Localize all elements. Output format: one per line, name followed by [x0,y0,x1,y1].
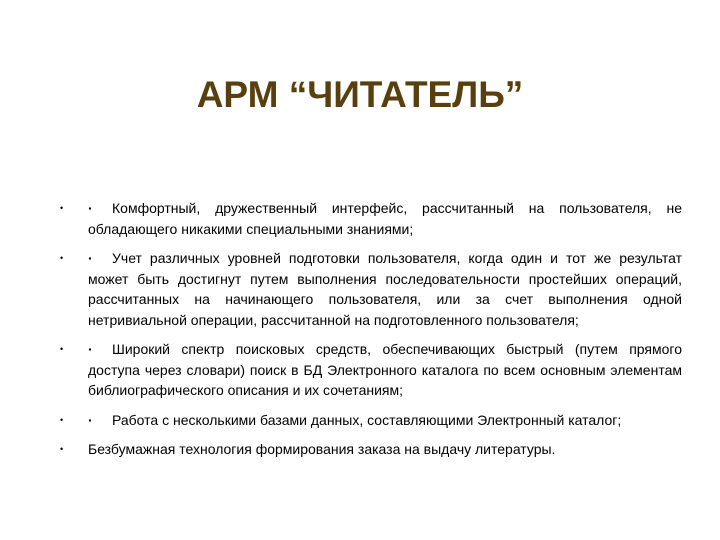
inline-dot-icon: · [88,411,93,428]
list-item [58,439,682,460]
list-item-text: Комфортный, дружественный интерфейс, рассчитанный на пользователя, не обладающего никакими специальными знаниями; [88,200,682,237]
list-item [58,410,682,431]
bullet-icon: • [60,203,64,213]
bullet-icon: • [60,444,64,454]
inline-dot-icon: · [88,341,93,357]
slide-title: АРМ “ЧИТАТЕЛЬ” [196,74,524,115]
list-item [58,198,682,239]
bullet-list [58,198,682,469]
bullet-icon: • [60,344,64,354]
list-item-text: Безбумажная технология формирования заказа на выдачу литературы. [88,441,556,457]
inline-dot-icon: · [88,250,93,266]
list-item-text: Широкий спектр поисковых средств, обеспечивающих быстрый (путем прямого доступа через словари) поиск в БД Электронного каталога по всем основным элементам библиографического описания и их сочетаниям; [88,341,682,398]
list-item-text: Учет различных уровней подготовки пользователя, когда один и тот же результат может быть достигнут путем выполнения последовательности простейших операций, рассчитанных на начинающего пользователя, или за счет выполнения одной нетривиальной операции, рассчитанной на подготовленного пользователя; [88,250,682,328]
bullet-icon: • [60,414,64,425]
list-item-text: Работа с несколькими базами данных, составляющими Электронный каталог; [112,411,622,428]
list-item [58,339,682,401]
inline-dot-icon: · [88,200,93,216]
list-item [58,248,682,330]
bullet-icon: • [60,253,64,263]
